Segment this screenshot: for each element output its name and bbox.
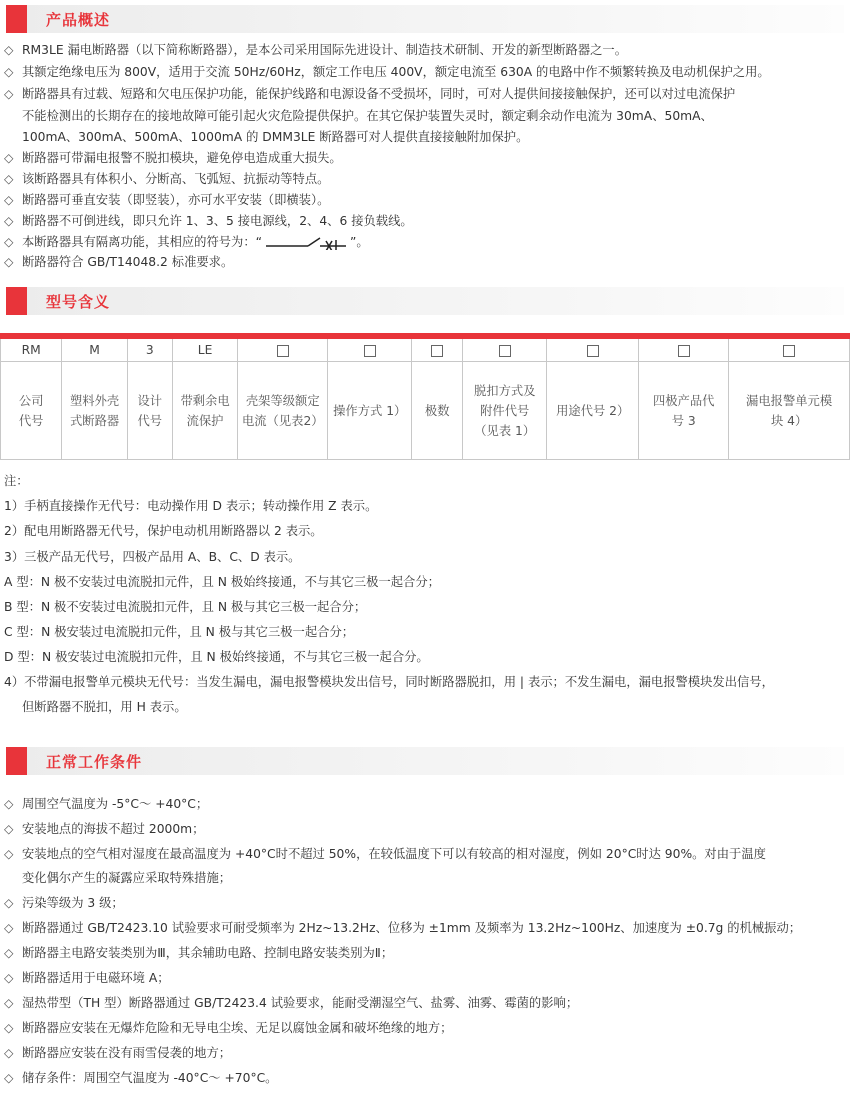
diamond-bullet-icon: ◇ — [4, 797, 14, 811]
diamond-bullet-icon: ◇ — [4, 193, 14, 207]
model-desc-cell: 塑料外壳 式断路器 — [62, 362, 127, 460]
condition-item: ◇ 储存条件：周围空气温度为 -40°C～ +70°C。 — [4, 1068, 846, 1089]
diamond-bullet-icon: ◇ — [4, 255, 14, 269]
placeholder-box-icon — [678, 345, 690, 357]
overview-text: 断路器可垂直安装（即竖装），亦可水平安装（即横装）。 — [22, 193, 330, 207]
note-item-cont: 但断路器不脱扣，用 H 表示。 — [22, 700, 187, 714]
overview-item — [4, 62, 846, 83]
overview-text: 该断路器具有体积小、分断高、飞弧短、抗振动等特点。 — [22, 172, 330, 186]
diamond-bullet-icon: ◇ — [4, 946, 14, 960]
condition-item: ◇ 湿热带型（TH 型）断路器通过 GB/T2423.4 试验要求，能耐受潮湿空气、盐雾、油雾、霉菌的影响； — [4, 993, 846, 1014]
model-code-cell: 3 — [127, 336, 172, 362]
model-code-cell — [547, 336, 639, 362]
diamond-bullet-icon: ◇ — [4, 65, 14, 79]
note-item: C 型：N 极安装过电流脱扣元件，且 N 极与其它三极一起合分； — [4, 625, 355, 639]
model-desc-cell: 壳架等级额定 电流（见表2） — [238, 362, 328, 460]
diamond-bullet-icon: ◇ — [4, 87, 14, 101]
note-item: D 型：N 极安装过电流脱扣元件，且 N 极始终接通，不与其它三极一起合分。 — [4, 650, 429, 664]
diamond-bullet-icon: ◇ — [4, 43, 14, 57]
placeholder-box-icon — [783, 345, 795, 357]
note-item: B 型：N 极不安装过电流脱扣元件，且 N 极与其它三极一起合分； — [4, 600, 367, 614]
condition-item: ◇ 断路器适用于电磁环境 A； — [4, 968, 846, 989]
condition-item: ◇ 污染等级为 3 级； — [4, 893, 846, 914]
diamond-bullet-icon: ◇ — [4, 235, 14, 249]
notes-label: 注： — [4, 474, 29, 488]
overview-item — [4, 190, 846, 211]
model-desc-cell: 脱扣方式及 附件代号 （见表 1） — [463, 362, 547, 460]
model-desc-cell: 带剩余电 流保护 — [172, 362, 237, 460]
model-code-cell: RM — [1, 336, 62, 362]
diamond-bullet-icon: ◇ — [4, 996, 14, 1010]
condition-item: ◇ 周围空气温度为 -5°C～ +40°C； — [4, 794, 846, 815]
note-item: A 型：N 极不安装过电流脱扣元件，且 N 极始终接通，不与其它三极一起合分； — [4, 575, 440, 589]
overview-item-cont — [4, 106, 846, 127]
overview-item-cont — [4, 127, 846, 148]
model-code-cell: M — [62, 336, 127, 362]
overview-text: 断路器可带漏电报警不脱扣模块，避免停电造成重大损失。 — [22, 151, 342, 165]
overview-text: 本断路器具有隔离功能，其相应的符号为：“ — [22, 235, 263, 249]
condition-item: ◇ 断路器应安装在无爆炸危险和无导电尘埃、无足以腐蚀金属和破坏绝缘的地方； — [4, 1018, 846, 1039]
overview-item — [4, 148, 846, 169]
placeholder-box-icon — [587, 345, 599, 357]
overview-text: 断路器符合 GB/T14048.2 标准要求。 — [22, 255, 234, 269]
diamond-bullet-icon: ◇ — [4, 847, 14, 861]
model-code-cell — [639, 336, 729, 362]
note-item: 1）手柄直接操作无代号：电动操作用 D 表示；转动操作用 Z 表示。 — [4, 499, 378, 513]
overview-text: ”。 — [350, 235, 369, 249]
placeholder-box-icon — [431, 345, 443, 357]
condition-item: ◇ 断路器主电路安装类别为Ⅲ，其余辅助电路、控制电路安装类别为Ⅱ； — [4, 943, 846, 964]
model-desc-cell: 四极产品代 号 3 — [639, 362, 729, 460]
overview-text: RM3LE 漏电断路器（以下简称断路器），是本公司采用国际先进设计、制造技术研制、开发的新型断路器之一。 — [22, 43, 628, 57]
overview-text: 其额定绝缘电压为 800V，适用于交流 50Hz/60Hz，额定工作电压 400V，额定电流至 630A 的电路中作不频繁转换及电动机保护之用。 — [22, 65, 770, 79]
overview-text: 不能检测出的长期存在的接地故障可能引起火灾危险提供保护。在其它保护装置失灵时，额定剩余动作电流为 30mA、50mA、 — [22, 109, 713, 123]
diamond-bullet-icon: ◇ — [4, 1021, 14, 1035]
section-title: 正常工作条件 — [46, 753, 143, 771]
condition-item: ◇ 安装地点的海拔不超过 2000m； — [4, 819, 846, 840]
overview-text: 断路器具有过载、短路和欠电压保护功能，能保护线路和电源设备不受损坏，同时，可对人提供间接接触保护，还可以对过电流保护 — [22, 87, 736, 101]
model-code-cell — [463, 336, 547, 362]
diamond-bullet-icon: ◇ — [4, 1071, 14, 1085]
model-code-cell — [328, 336, 412, 362]
model-desc-cell: 漏电报警单元模 块 4） — [729, 362, 850, 460]
model-desc-row — [1, 362, 850, 460]
model-code-cell — [729, 336, 850, 362]
diamond-bullet-icon: ◇ — [4, 1046, 14, 1060]
section-title: 产品概述 — [46, 11, 111, 29]
overview-item — [4, 169, 846, 190]
model-meaning-table — [0, 333, 850, 460]
model-desc-cell: 极数 — [412, 362, 463, 460]
overview-item — [4, 40, 846, 61]
diamond-bullet-icon: ◇ — [4, 214, 14, 228]
placeholder-box-icon — [277, 345, 289, 357]
section-title: 型号含义 — [46, 293, 111, 311]
model-desc-cell: 设计 代号 — [127, 362, 172, 460]
overview-item — [4, 84, 846, 105]
section-header-model — [6, 287, 844, 315]
diamond-bullet-icon: ◇ — [4, 896, 14, 910]
overview-text: 100mA、300mA、500mA、1000mA 的 DMM3LE 断路器可对人提供直接接触附加保护。 — [22, 130, 529, 144]
model-desc-cell: 用途代号 2） — [547, 362, 639, 460]
overview-item — [4, 252, 846, 273]
model-code-cell — [238, 336, 328, 362]
model-code-cell: LE — [172, 336, 237, 362]
diamond-bullet-icon: ◇ — [4, 172, 14, 186]
placeholder-box-icon — [364, 345, 376, 357]
model-desc-cell: 公司 代号 — [1, 362, 62, 460]
condition-item: ◇ 安装地点的空气相对湿度在最高温度为 +40°C时不超过 50%，在较低温度下可以有较高的相对湿度，例如 20°C时达 90%。对由于温度 — [4, 844, 846, 865]
condition-item-cont: 变化偶尔产生的凝露应采取特殊措施； — [22, 871, 232, 885]
diamond-bullet-icon: ◇ — [4, 921, 14, 935]
isolation-symbol-icon — [264, 236, 348, 250]
diamond-bullet-icon: ◇ — [4, 151, 14, 165]
note-item: 3）三极产品无代号，四极产品用 A、B、C、D 表示。 — [4, 550, 301, 564]
overview-text: 断路器不可倒进线，即只允许 1、3、5 接电源线，2、4、6 接负载线。 — [22, 214, 413, 228]
note-item: 4）不带漏电报警单元模块无代号：当发生漏电，漏电报警模块发出信号，同时断路器脱扣，用 | 表示；不发生漏电，漏电报警模块发出信号， — [4, 675, 774, 689]
section-header-overview — [6, 5, 844, 33]
diamond-bullet-icon: ◇ — [4, 971, 14, 985]
section-marker — [6, 287, 27, 315]
condition-item: ◇ 断路器应安装在没有雨雪侵袭的地方； — [4, 1043, 846, 1064]
model-code-cell — [412, 336, 463, 362]
section-header-conditions — [6, 747, 844, 775]
overview-item — [4, 211, 846, 232]
note-item: 2）配电用断路器无代号，保护电动机用断路器以 2 表示。 — [4, 524, 323, 538]
condition-item: ◇ 断路器通过 GB/T2423.10 试验要求可耐受频率为 2Hz~13.2Hz、位移为 ±1mm 及频率为 13.2Hz~100Hz、加速度为 ±0.7g 的机械振动； — [4, 918, 846, 939]
diamond-bullet-icon: ◇ — [4, 822, 14, 836]
model-code-row — [1, 336, 850, 362]
model-desc-cell: 操作方式 1） — [328, 362, 412, 460]
overview-item — [4, 232, 846, 253]
section-marker — [6, 747, 27, 775]
section-marker — [6, 5, 27, 33]
placeholder-box-icon — [499, 345, 511, 357]
